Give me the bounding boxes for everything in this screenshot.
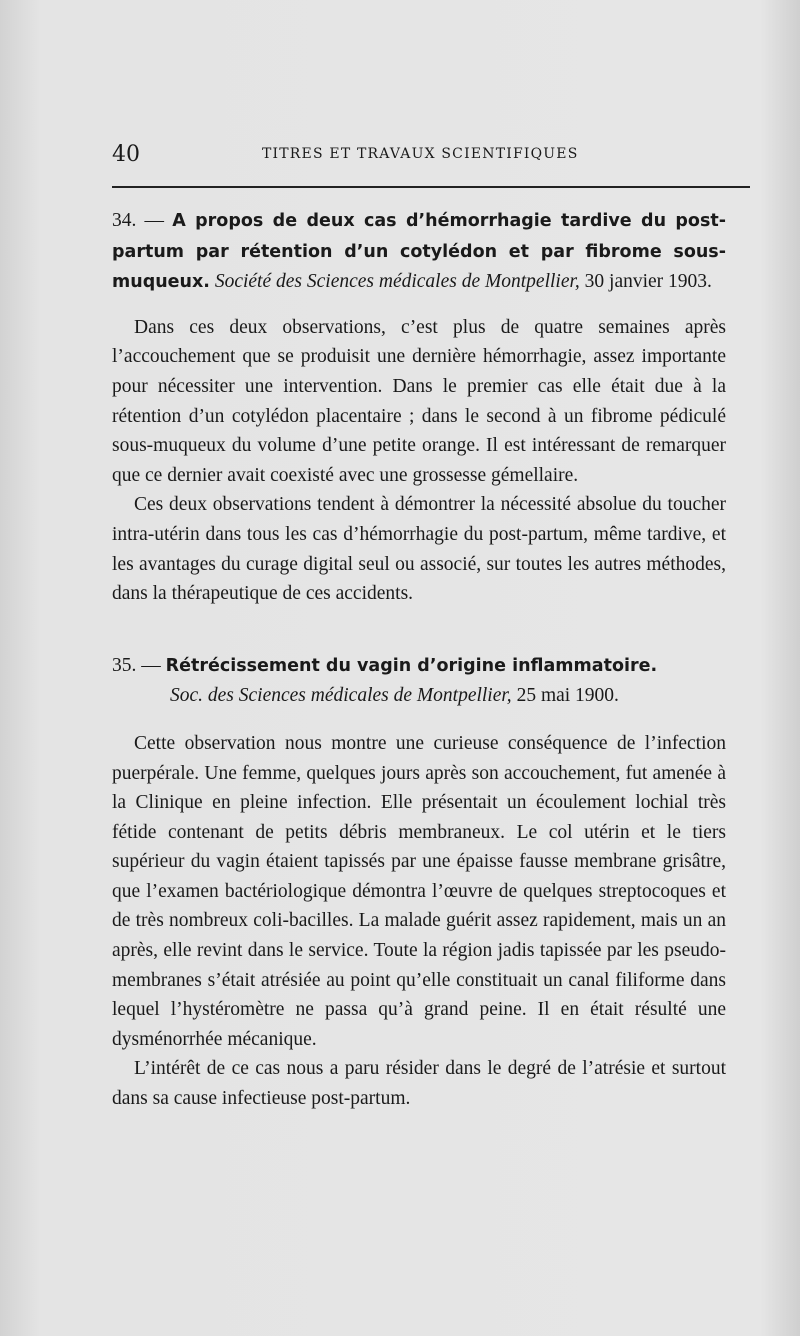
entry-34	[112, 206, 726, 609]
entry-34-heading	[112, 206, 726, 298]
entry-34-paragraph-2: Ces deux observations tendent à démontrer la nécessité absolue du toucher intra-utérin dans tous les cas d’hémorrhagie du post-partum, même tardive, et les avantages du curage digital seul ou associé, sur toutes les autres méthodes, dans la thérapeutique de ces accidents.	[112, 494, 726, 605]
entry-35-date: 25 mai 1900.	[516, 685, 619, 707]
entry-35-title: Rétrécissement du vagin d’origine inflammatoire.	[165, 655, 658, 676]
page-body	[112, 206, 726, 1114]
entry-34-source: Société des Sciences médicales de Montpellier,	[214, 271, 580, 293]
entry-35-heading	[112, 651, 726, 682]
entry-34-paragraph-1: Dans ces deux observations, c’est plus de quatre semaines après l’accouchement que se produisit une dernière hémorrhagie, assez importante pour nécessiter une intervention. Dans le premier cas elle était due à la rétention d’un cotylédon placentaire ; dans le second à un fibrome pédiculé sous-muqueux du volume d’une petite orange. Il est intéressant de remarquer que ce dernier avait coexisté avec une grossesse gémellaire.	[112, 316, 726, 486]
header-rule	[112, 186, 750, 188]
entry-35-source-line	[112, 681, 726, 711]
page-number: 40	[112, 142, 140, 167]
running-title: TITRES ET TRAVAUX SCIENTIFIQUES	[262, 146, 579, 162]
entry-34-title: A propos de deux cas d’hémorrhagie tardive du post-partum par rétention d’un cotylédon et par fibrome sous-muqueux.	[112, 211, 727, 293]
entry-35-number: 35. —	[112, 654, 161, 676]
entry-35-source: Soc. des Sciences médicales de Montpellier,	[170, 685, 512, 707]
entry-34-date: 30 janvier 1903.	[584, 271, 712, 293]
entry-35-paragraph-2: L’intérêt de ce cas nous a paru résider dans le degré de l’atrésie et surtout dans sa cause infectieuse post-partum.	[112, 1058, 726, 1110]
entry-34-number: 34. —	[112, 210, 165, 231]
entry-35-paragraph-1: Cette observation nous montre une curieuse conséquence de l’infection puerpérale. Une femme, quelques jours après son accouchement, fut amenée à la Clinique en pleine infection. Elle présentait un écoulement lochial très fétide contenant de petits débris membraneux. Le col utérin et le tiers supérieur du vagin étaient tapissés par une épaisse fausse membrane grisâtre, que l’examen bactériologique démontra l’œuvre de quelques streptocoques et de très nombreux coli-bacilles. La malade guérit assez rapidement, mais un an après, elle revint dans le service. Toute la région jadis tapissée par les pseudo-membranes s’était atrésiée au point qu’elle constituait un canal filiforme dans lequel l’hystéromètre ne passa qu’à grand peine. Il en était résulté une dysménorrhée mécanique.	[112, 732, 726, 1050]
entry-35	[112, 651, 726, 1114]
page-header	[112, 142, 750, 172]
